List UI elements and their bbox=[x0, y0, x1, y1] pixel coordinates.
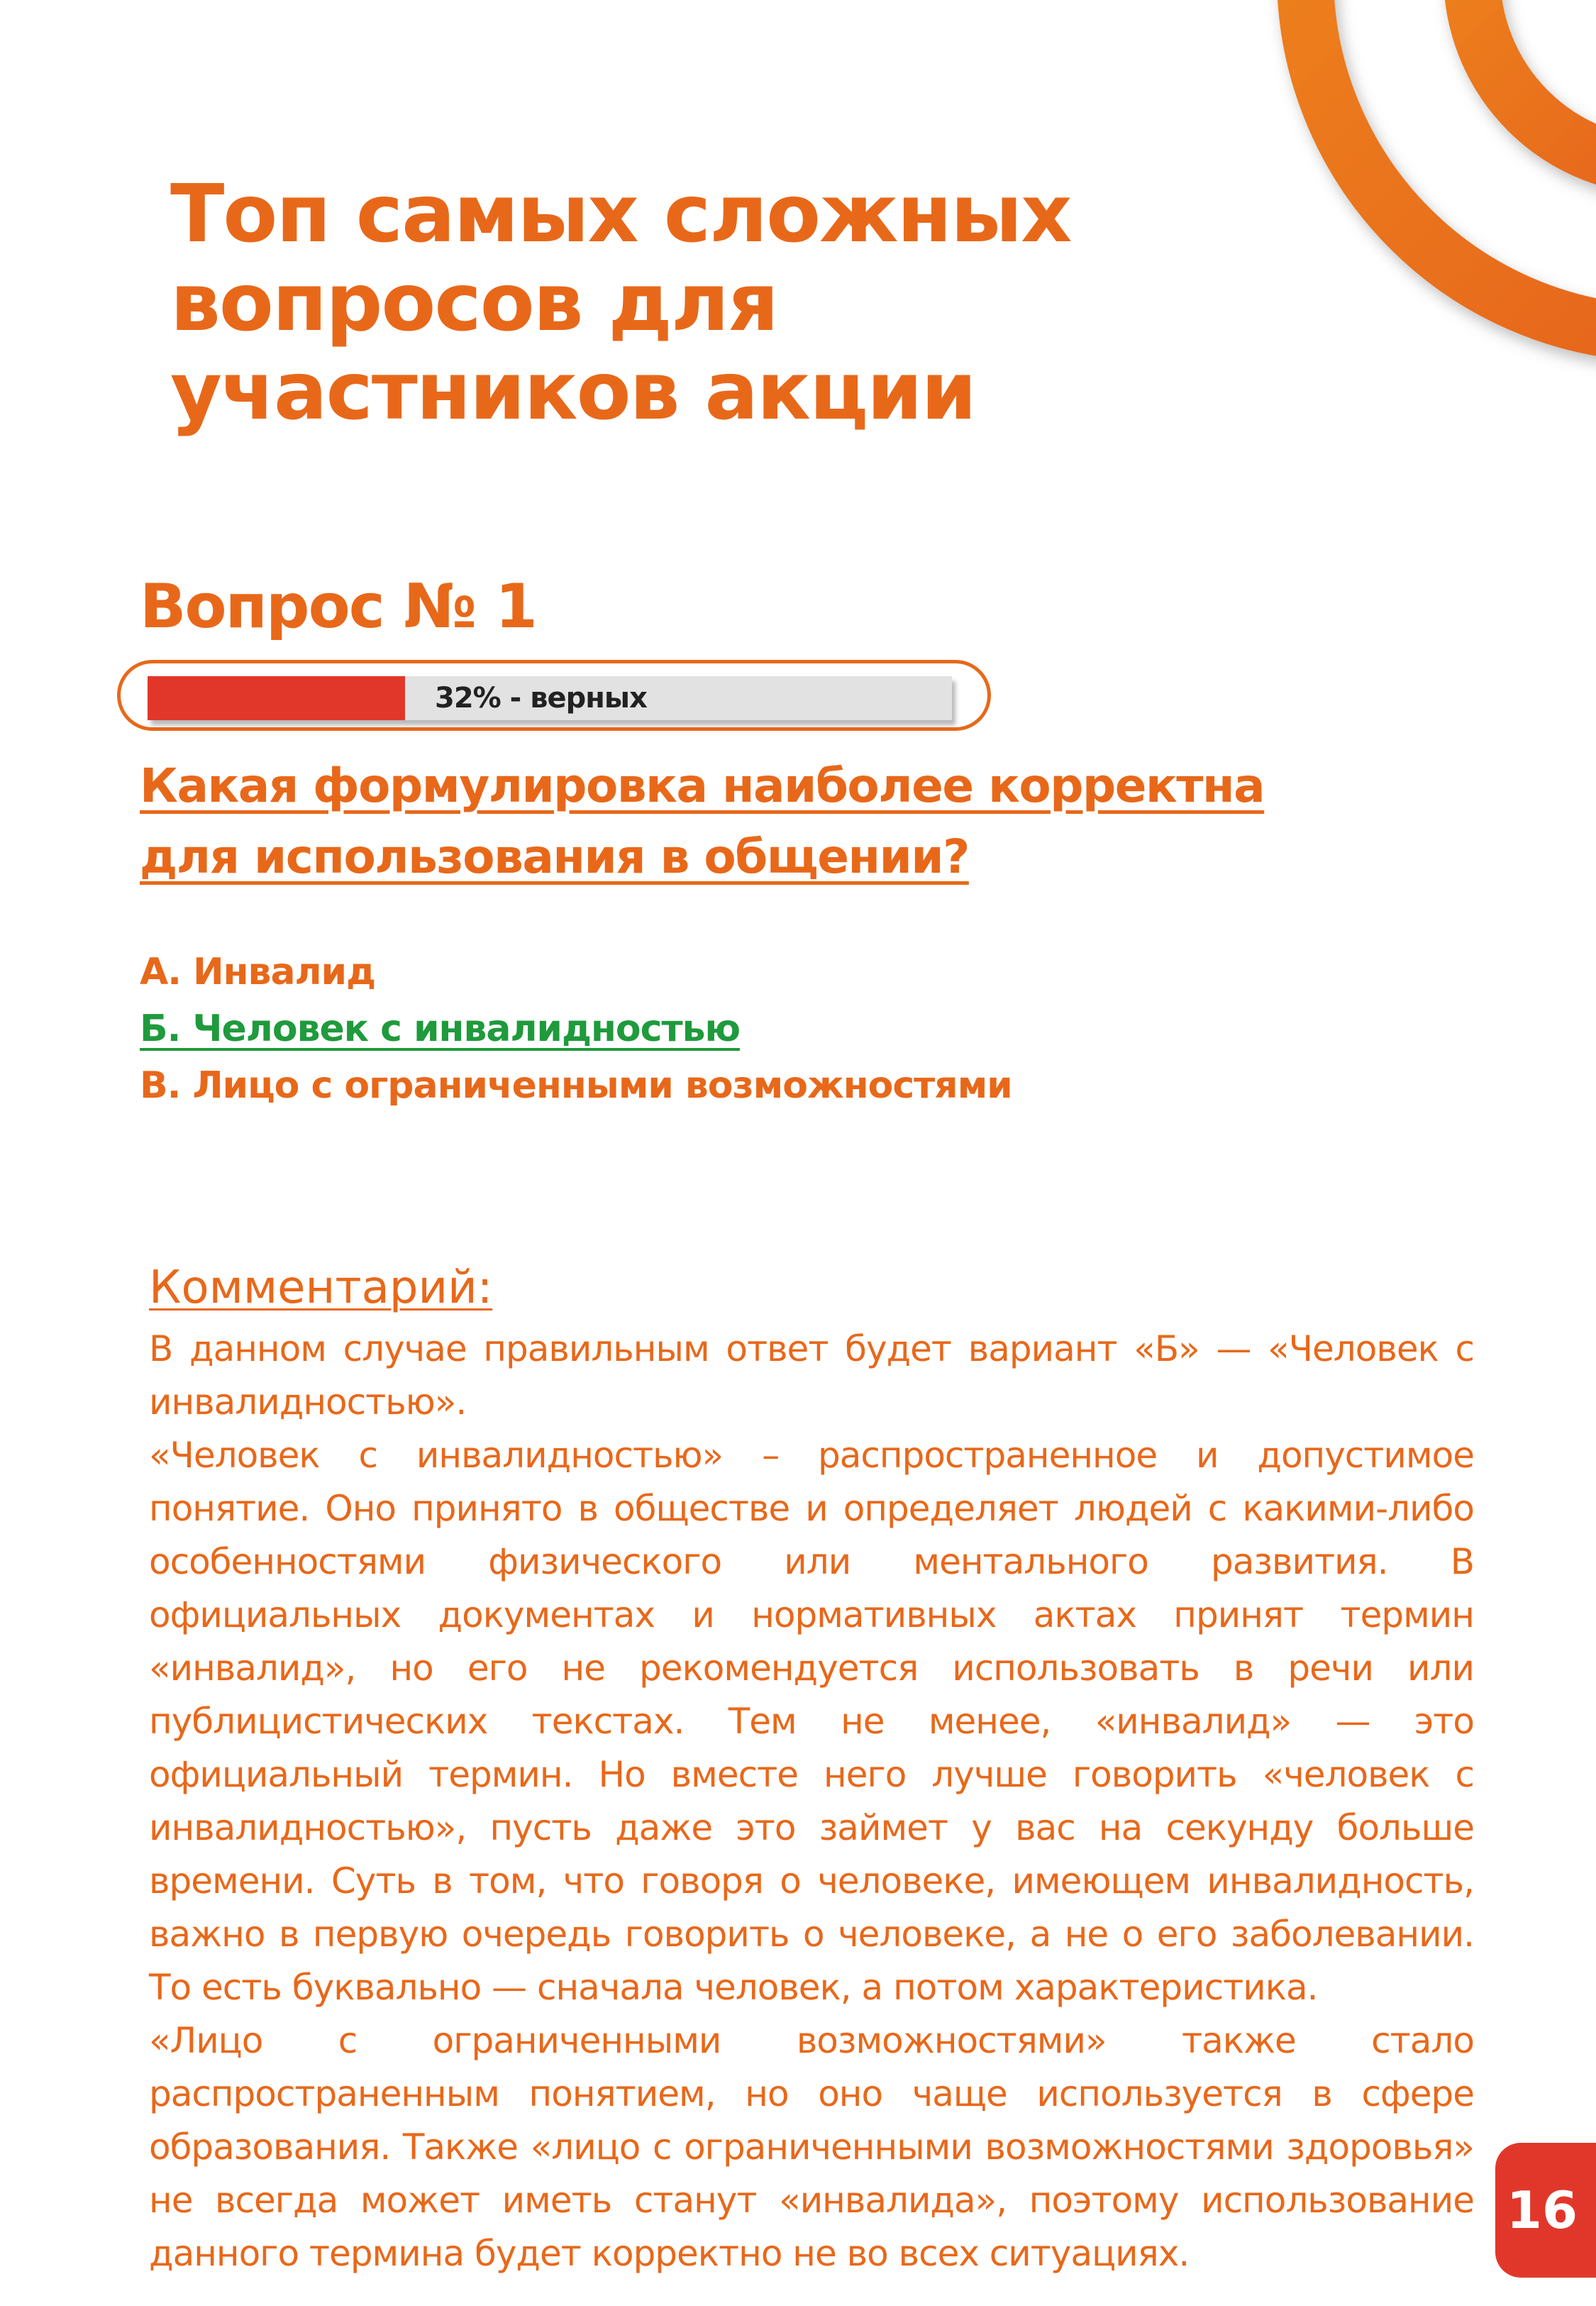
result-bar-fill bbox=[148, 676, 405, 720]
question-text bbox=[140, 751, 1381, 893]
answer-options bbox=[140, 944, 1012, 1114]
result-bar bbox=[117, 660, 991, 731]
comment-paragraph: В данном случае правильным ответ будет вариант «Б» — «Человек с инвалидностью». bbox=[149, 1328, 1474, 1423]
page-number: 16 bbox=[1495, 2143, 1596, 2278]
title-line: Топ самых сложных bbox=[170, 168, 1071, 260]
comment-paragraph: «Человек с инвалидностью» – распространенное и допустимое понятие. Оно принято в обществе и определяет людей с какими-либо особенностями физического или ментального развития. В официальных документах и нормативных актах принят термин «инвалид», но его не рекомендуется использовать в речи или публицистических текстах. Тем не менее, «инвалид» — это официальный термин. Но вместе него лучше говорить «человек с инвалидностью», пусть даже это займет у вас на секунду больше времени. Суть в том, что говоря о человеке, имеющем инвалидность, важно в первую очередь говорить о человеке, а не о его заболевании. То есть буквально — сначала человек, а потом характеристика. bbox=[149, 1435, 1474, 2008]
inner-ring bbox=[1472, 0, 1596, 167]
result-bar-track bbox=[148, 676, 952, 720]
question-heading: Вопрос № 1 bbox=[140, 571, 536, 642]
page-title bbox=[170, 170, 1092, 436]
title-line: участников акции bbox=[170, 346, 976, 438]
comment-body bbox=[149, 1323, 1474, 2280]
question-line: Какая формулировка наиболее корректна bbox=[140, 758, 1265, 813]
outer-ring bbox=[1305, 0, 1596, 333]
option-b-correct: Б. Человек с инвалидностью bbox=[140, 1008, 741, 1050]
comment-label: Комментарий: bbox=[149, 1262, 493, 1314]
question-line: для использования в общении? bbox=[140, 829, 969, 884]
title-line: вопросов для bbox=[170, 257, 777, 349]
option-c: В. Лицо с ограниченными возможностями bbox=[140, 1064, 1012, 1107]
result-label: 32% - верных bbox=[435, 682, 647, 715]
comment-paragraph: «Лицо с ограниченными возможностями» также стало распространенным понятием, но оно чаще используется в сфере образования. Также «лицо с ограниченными возможностями здоровья» не всегда может иметь станут «инвалида», поэтому использование данного термина будет корректно не во всех ситуациях. bbox=[149, 2020, 1474, 2274]
option-a: А. Инвалид bbox=[140, 951, 376, 993]
